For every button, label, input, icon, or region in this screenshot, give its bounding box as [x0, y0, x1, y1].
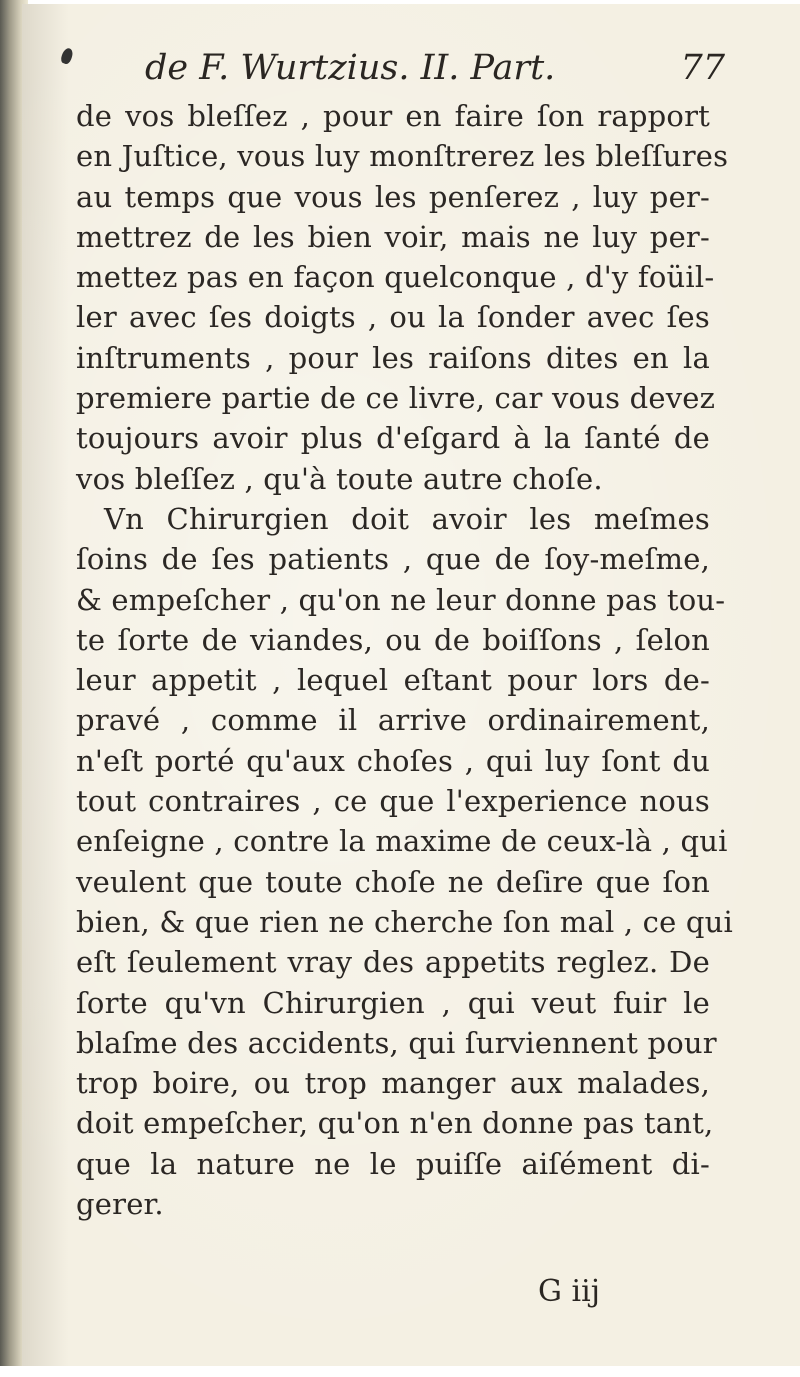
page-header — [145, 48, 725, 98]
text-line: & empeſcher , qu'on ne leur donne pas tou- — [76, 582, 726, 617]
text-line: mettrez de les bien voir, mais ne luy per- — [76, 219, 710, 254]
text-line: blaſme des accidents, qui ſurviennent pour — [76, 1025, 717, 1060]
paragraph-end-line: gerer. — [76, 1187, 164, 1222]
text-line: ſorte qu'vn Chirurgien , qui veut fuir le — [76, 985, 710, 1020]
text-line: au temps que vous les penſerez , luy per- — [76, 179, 710, 214]
text-line: n'eſt porté qu'aux choſes , qui luy ſont du — [76, 743, 710, 778]
text-line: doit empeſcher, qu'on n'en donne pas tant, — [76, 1106, 714, 1141]
paragraph-end-line: vos bleſſez , qu'à toute autre choſe. — [76, 461, 603, 496]
text-line: pravé , comme il arrive ordinairement, — [76, 703, 710, 738]
running-title: de F. Wurtzius. II. Part. — [145, 48, 556, 88]
text-line: ler avec ſes doigts , ou la ſonder avec ſes — [76, 300, 710, 335]
text-line: premiere partie de ce livre, car vous devez — [76, 381, 716, 416]
paragraph-start-line: Vn Chirurgien doit avoir les meſmes — [104, 501, 710, 536]
page-number: 77 — [680, 48, 725, 88]
text-line: tout contraires , ce que l'experience nous — [76, 784, 710, 819]
signature-mark: G iij — [538, 1274, 600, 1309]
text-line: que la nature ne le puiſſe aiſément di- — [76, 1146, 710, 1181]
text-line: bien, & que rien ne cherche ſon mal , ce qui — [76, 904, 734, 939]
page-bottom-margin — [0, 1366, 800, 1377]
text-line: trop boire, ou trop manger aux malades, — [76, 1066, 710, 1101]
text-line: leur appetit , lequel eſtant pour lors de- — [76, 663, 710, 698]
text-line: ſoins de ſes patients , que de ſoy-meſme, — [76, 542, 710, 577]
text-line: veulent que toute choſe ne deſire que ſon — [76, 864, 710, 899]
text-line: mettez pas en façon quelconque , d'y foüil- — [76, 260, 715, 295]
text-line: enſeigne , contre la maxime de ceux-là , qui — [76, 824, 728, 859]
text-line: en Juſtice, vous luy monſtrerez les bleſſures — [76, 139, 729, 174]
text-line: inſtruments , pour les raiſons dites en la — [76, 340, 710, 375]
text-line: te ſorte de viandes, ou de boiſſons , ſelon — [76, 622, 710, 657]
body-text — [76, 96, 734, 1224]
text-line: de vos bleſſez , pour en faire ſon rapport — [76, 99, 710, 133]
text-line: toujours avoir plus d'eſgard à la ſanté de — [76, 421, 710, 456]
text-line: eſt ſeulement vray des appetits reglez. De — [76, 945, 710, 980]
